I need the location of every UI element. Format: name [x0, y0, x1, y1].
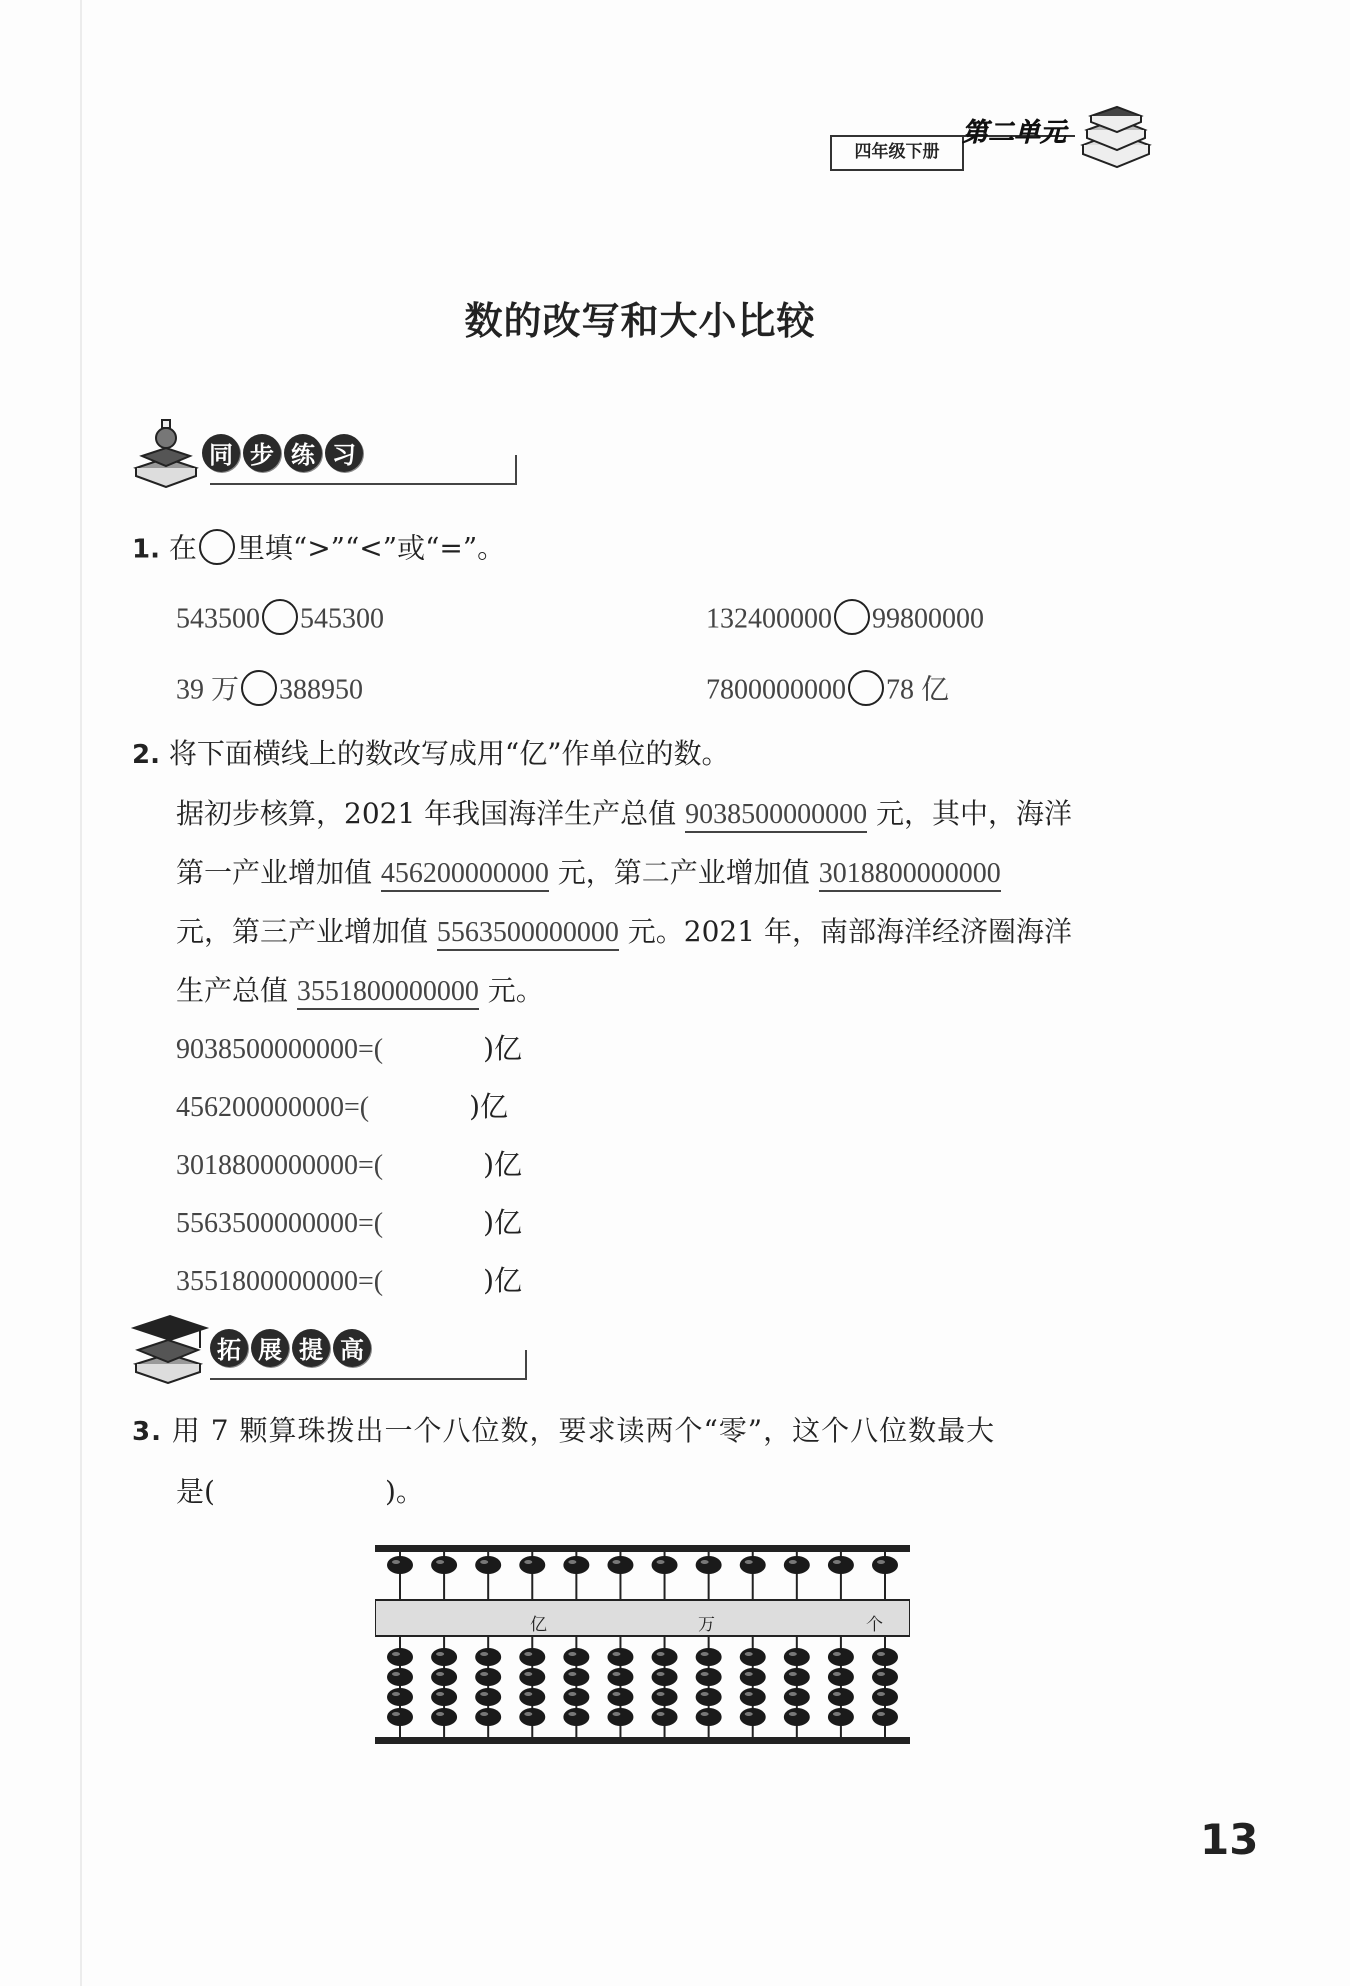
abacus-beam — [375, 1600, 910, 1636]
abacus-bead-highlight — [657, 1712, 665, 1716]
abacus-bead-highlight — [833, 1692, 841, 1696]
abacus-bead-highlight — [392, 1692, 400, 1696]
abacus-lower-bead — [431, 1708, 457, 1726]
abacus-bead-highlight — [789, 1672, 797, 1676]
compare-left: 39 万 — [176, 674, 240, 706]
abacus-bead-highlight — [657, 1672, 665, 1676]
section1-char: 同 — [202, 434, 240, 472]
prompt-text: 里填“>”“<”或“=”。 — [236, 531, 506, 565]
abacus-upper-bead — [652, 1556, 678, 1574]
abacus-lower-bead — [475, 1708, 501, 1726]
abacus-bead-highlight — [701, 1652, 709, 1656]
para-text: 元，第三产业增加值 — [176, 915, 437, 948]
abacus-bead-highlight — [833, 1652, 841, 1656]
abacus-bead-highlight — [568, 1560, 576, 1564]
abacus-lower-bead — [607, 1688, 633, 1706]
compare-left: 543500 — [176, 603, 260, 635]
abacus-upper-bead — [519, 1556, 545, 1574]
compare-circle[interactable] — [199, 529, 235, 565]
section1-char: 习 — [325, 434, 363, 472]
question-3-prompt — [132, 1414, 996, 1447]
abacus-lower-bead — [828, 1688, 854, 1706]
abacus-top-bar — [375, 1545, 910, 1552]
abacus-bead-highlight — [789, 1652, 797, 1656]
underlined-number: 456200000000 — [381, 858, 549, 892]
question-2-prompt — [132, 737, 730, 770]
compare-circle[interactable] — [834, 599, 870, 635]
abacus-bead-highlight — [612, 1652, 620, 1656]
abacus-drawing — [375, 1545, 910, 1745]
abacus-bead-highlight — [877, 1692, 885, 1696]
graduation-cap-books-icon — [130, 1312, 210, 1384]
para-text: 生产总值 — [176, 974, 297, 1007]
abacus-lower-bead — [607, 1648, 633, 1666]
abacus-bead-highlight — [436, 1652, 444, 1656]
para-text: 元，第二产业增加值 — [548, 856, 819, 889]
compare-item — [176, 602, 384, 638]
abacus-bead-highlight — [392, 1712, 400, 1716]
abacus-lower-bead — [475, 1688, 501, 1706]
abacus-lower-bead — [563, 1708, 589, 1726]
underlined-number: 3018800000000 — [819, 858, 1001, 892]
abacus-bead-highlight — [877, 1712, 885, 1716]
abacus-bead-highlight — [392, 1672, 400, 1676]
abacus-bead-highlight — [701, 1672, 709, 1676]
abacus-lower-bead — [872, 1688, 898, 1706]
abacus-upper-bead — [563, 1556, 589, 1574]
abacus-bead-highlight — [524, 1652, 532, 1656]
abacus-upper-bead — [607, 1556, 633, 1574]
section-banner-extension — [130, 1315, 550, 1380]
abacus-lower-bead — [696, 1708, 722, 1726]
abacus-lower-bead — [607, 1708, 633, 1726]
abacus-lower-bead — [652, 1648, 678, 1666]
para-text: 元，其中，海洋 — [867, 797, 1072, 830]
conversion-value: 3551800000000=( — [176, 1266, 384, 1297]
abacus-bead-highlight — [657, 1652, 665, 1656]
abacus-bottom-bar — [375, 1737, 910, 1744]
abacus-lower-bead — [696, 1668, 722, 1686]
abacus-upper-bead — [475, 1556, 501, 1574]
books-icon — [1075, 100, 1155, 170]
question-number: 2. — [132, 740, 160, 770]
abacus-label: 万 — [698, 1615, 715, 1635]
conversion-value: 9038500000000=( — [176, 1034, 384, 1065]
abacus-lower-bead — [652, 1668, 678, 1686]
para-text: 元。2021 年，南部海洋经济圈海洋 — [618, 915, 1072, 948]
abacus-bead-highlight — [436, 1712, 444, 1716]
abacus-bead-highlight — [833, 1560, 841, 1564]
abacus-bead-highlight — [701, 1712, 709, 1716]
lamp-books-icon — [130, 418, 202, 488]
conversion-row — [176, 1143, 522, 1183]
abacus-lower-bead — [828, 1708, 854, 1726]
abacus-bead-highlight — [657, 1560, 665, 1564]
abacus-lower-bead — [740, 1708, 766, 1726]
abacus-bead-highlight — [789, 1560, 797, 1564]
unit-label: 第二单元 — [962, 118, 1067, 148]
abacus-bead-highlight — [568, 1712, 576, 1716]
abacus-lower-bead — [519, 1648, 545, 1666]
underlined-number: 9038500000000 — [685, 799, 867, 833]
abacus-bead-highlight — [833, 1712, 841, 1716]
abacus-lower-bead — [784, 1668, 810, 1686]
compare-circle[interactable] — [241, 670, 277, 706]
para-text: 第一产业增加值 — [176, 856, 381, 889]
abacus-lower-bead — [519, 1688, 545, 1706]
conversion-row — [176, 1027, 522, 1067]
abacus-lower-bead — [431, 1688, 457, 1706]
conversion-unit: )亿 — [483, 1264, 523, 1297]
section2-char: 提 — [292, 1329, 330, 1367]
para-text: 元。 — [478, 974, 544, 1007]
abacus-lower-bead — [872, 1648, 898, 1666]
abacus-lower-bead — [519, 1668, 545, 1686]
para-text: 据初步核算，2021 年我国海洋生产总值 — [176, 797, 686, 830]
abacus-bead-highlight — [789, 1692, 797, 1696]
prompt-text: 在 — [168, 531, 197, 565]
page-number: 13 — [1200, 1815, 1259, 1864]
abacus-lower-bead — [696, 1648, 722, 1666]
abacus-lower-bead — [872, 1668, 898, 1686]
abacus-lower-bead — [387, 1668, 413, 1686]
conversion-unit: )亿 — [469, 1090, 509, 1123]
abacus-upper-bead — [828, 1556, 854, 1574]
compare-item — [176, 673, 363, 709]
abacus-bead-highlight — [877, 1652, 885, 1656]
abacus-bead-highlight — [524, 1560, 532, 1564]
question-number: 3. — [132, 1417, 162, 1447]
abacus-bead-highlight — [392, 1560, 400, 1564]
abacus-lower-bead — [740, 1668, 766, 1686]
abacus-lower-bead — [519, 1708, 545, 1726]
abacus-bead-highlight — [524, 1692, 532, 1696]
abacus-bead-highlight — [745, 1672, 753, 1676]
abacus-bead-highlight — [524, 1672, 532, 1676]
abacus-lower-bead — [828, 1668, 854, 1686]
abacus-bead-highlight — [745, 1712, 753, 1716]
section2-char: 高 — [333, 1329, 371, 1367]
prompt-text: 是( — [176, 1475, 215, 1508]
abacus-lower-bead — [784, 1648, 810, 1666]
section2-char: 展 — [251, 1329, 289, 1367]
abacus-bead-highlight — [524, 1712, 532, 1716]
conversion-value: 3018800000000=( — [176, 1150, 384, 1181]
conversion-row — [176, 1201, 522, 1241]
conversion-unit: )亿 — [483, 1206, 523, 1239]
abacus-lower-bead — [828, 1648, 854, 1666]
abacus-lower-bead — [431, 1648, 457, 1666]
abacus-bead-highlight — [480, 1672, 488, 1676]
page-title: 数的改写和大小比较 — [464, 299, 816, 343]
compare-right: 78 亿 — [886, 674, 950, 706]
abacus-bead-highlight — [392, 1652, 400, 1656]
compare-circle[interactable] — [262, 599, 298, 635]
abacus-lower-bead — [872, 1708, 898, 1726]
abacus-lower-bead — [652, 1688, 678, 1706]
question-3-answer-line — [176, 1475, 424, 1508]
abacus-bead-highlight — [568, 1672, 576, 1676]
abacus-bead-highlight — [436, 1560, 444, 1564]
abacus-lower-bead — [387, 1688, 413, 1706]
abacus-bead-highlight — [480, 1560, 488, 1564]
abacus-lower-bead — [784, 1688, 810, 1706]
abacus-bead-highlight — [480, 1692, 488, 1696]
abacus-bead-highlight — [612, 1712, 620, 1716]
abacus-lower-bead — [563, 1668, 589, 1686]
abacus-upper-bead — [431, 1556, 457, 1574]
abacus-bead-highlight — [745, 1652, 753, 1656]
conversion-unit: )亿 — [483, 1148, 523, 1181]
conversion-value: 456200000000=( — [176, 1092, 370, 1123]
question-number: 1. — [132, 534, 160, 565]
abacus-upper-bead — [784, 1556, 810, 1574]
abacus-bead-highlight — [612, 1672, 620, 1676]
underlined-number: 5563500000000 — [437, 917, 619, 951]
abacus-lower-bead — [563, 1688, 589, 1706]
abacus-lower-bead — [387, 1708, 413, 1726]
abacus-upper-bead — [740, 1556, 766, 1574]
abacus-bead-highlight — [745, 1560, 753, 1564]
grade-label: 四年级下册 — [830, 137, 964, 171]
conversion-row — [176, 1085, 508, 1125]
abacus-label: 个 — [866, 1615, 883, 1635]
abacus-bead-highlight — [436, 1692, 444, 1696]
abacus-lower-bead — [652, 1708, 678, 1726]
abacus-bead-highlight — [745, 1692, 753, 1696]
abacus-bead-highlight — [789, 1712, 797, 1716]
abacus-bead-highlight — [436, 1672, 444, 1676]
abacus-bead-highlight — [480, 1652, 488, 1656]
abacus-lower-bead — [475, 1648, 501, 1666]
compare-item — [706, 673, 949, 709]
section2-char: 拓 — [210, 1329, 248, 1367]
abacus-bead-highlight — [612, 1692, 620, 1696]
abacus-lower-bead — [563, 1648, 589, 1666]
abacus-upper-bead — [387, 1556, 413, 1574]
abacus-lower-bead — [784, 1708, 810, 1726]
abacus-bead-highlight — [568, 1692, 576, 1696]
conversion-row — [176, 1259, 522, 1299]
compare-circle[interactable] — [848, 670, 884, 706]
compare-right: 545300 — [300, 603, 384, 635]
prompt-text: 将下面横线上的数改写成用“亿”作单位的数。 — [168, 737, 730, 770]
abacus-lower-bead — [475, 1668, 501, 1686]
abacus-bead-highlight — [701, 1692, 709, 1696]
abacus-upper-bead — [696, 1556, 722, 1574]
abacus-bead-highlight — [657, 1692, 665, 1696]
prompt-text: 用 7 颗算珠拨出一个八位数，要求读两个“零”，这个八位数最大 — [171, 1414, 996, 1447]
abacus-bead-highlight — [877, 1560, 885, 1564]
abacus-bead-highlight — [612, 1560, 620, 1564]
abacus-lower-bead — [607, 1668, 633, 1686]
abacus-bead-highlight — [568, 1652, 576, 1656]
abacus-lower-bead — [740, 1648, 766, 1666]
abacus-lower-bead — [387, 1648, 413, 1666]
section-banner-practice — [130, 420, 550, 485]
question-1-prompt — [132, 532, 505, 568]
compare-left: 7800000000 — [706, 674, 846, 706]
abacus-upper-bead — [872, 1556, 898, 1574]
abacus-label: 亿 — [530, 1615, 547, 1635]
abacus-lower-bead — [696, 1688, 722, 1706]
section1-char: 练 — [284, 434, 322, 472]
compare-left: 132400000 — [706, 603, 832, 635]
compare-right: 99800000 — [872, 603, 984, 635]
compare-item — [706, 602, 984, 638]
conversion-value: 5563500000000=( — [176, 1208, 384, 1239]
abacus-bead-highlight — [701, 1560, 709, 1564]
abacus — [375, 1545, 910, 1745]
underlined-number: 3551800000000 — [297, 976, 479, 1010]
abacus-bead-highlight — [833, 1672, 841, 1676]
question-2-paragraph — [176, 785, 1156, 1021]
abacus-lower-bead — [431, 1668, 457, 1686]
prompt-text: )。 — [384, 1475, 424, 1508]
abacus-bead-highlight — [877, 1672, 885, 1676]
compare-right: 388950 — [279, 674, 364, 706]
section1-char: 步 — [243, 434, 281, 472]
conversion-unit: )亿 — [483, 1032, 523, 1065]
abacus-bead-highlight — [480, 1712, 488, 1716]
abacus-lower-bead — [740, 1688, 766, 1706]
